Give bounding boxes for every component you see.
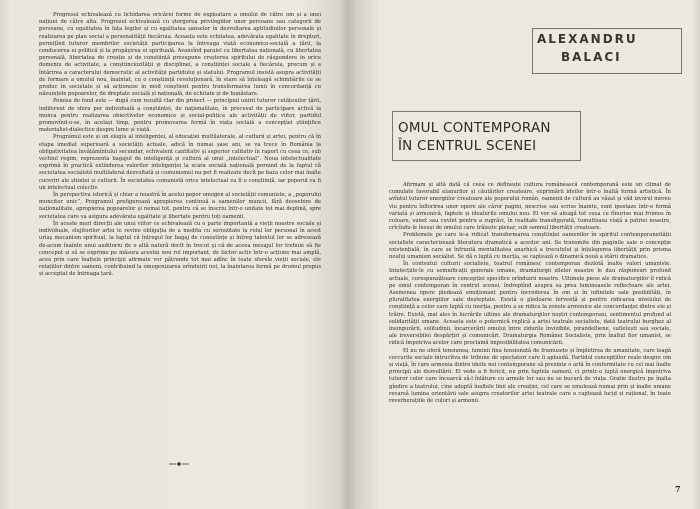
author-box (532, 28, 682, 74)
paragraph: Pemisa de fond este — după cum rezultă clar din proiect — principiul unirii tuturor cetățenilor țării, indiferent de sfera por individuală a conștiinței, de naționalitate, în procesul de participare activă la munca pentru realizarea obiectivelor economice și social-politice ale activității de viitor, partidul promovînd-o-se, în același timp, pentru promovarea fermă în viața socială a concepției științifice materialist-dialectice despre lume și viață. (39, 98, 321, 134)
paragraph: Progresul echivalează cu lichidarea oricărei forme de exploatare a omului de către om și a unei națiuni de către alta. Progresul echivalează cu ștergerea privilegiilor unor persoane sau categorii de persoane, cu egalitatea în fața legilor și cu egalitatea șanselor în dezvoltarea aptitudinilor personale și realizarea pe plan social a personalității fiecăruia. Aceasta este echitatea, adevărata egalitate în drepturi, permițînd tuturor membrilor societății participarea la întreaga viață economico-socială a țării, la conducerea ei politică și la propășirea ei spirituală. Avansînd paralel cu libertatea națională, cu libertatea personală, libertatea de creație și de conștiință presupune creșterea spiritului de răspundere în orice domeniu de activitate, a conștiinciozității și disciplinei, a conștiinței sociale a fiecăruia, precum și a întărirea a caracterului democratic al activității partidului și statului. Programul insistă asupra activității de formare a omului nou, înaintat, cu o conștiință revoluționară, în stare să înțeleagă schimbările ce se produc în societate și să acționeze în mod conștient pentru transformarea lumii în concordanță cu năzuințele popoarelor, de dreptate socială și națională, de echitate și de bunăstare. (39, 12, 321, 98)
paragraph: El nu ne oferă tensiunea, luminii fina tensionată de frumusețe și împletirea de umanitate, care leagă cercurile sociale întrucîtva de tribune de spectatori care îi aplaudă. Partidul concepțiilor reale despre om și viață, în care armonia dintre ideile noi contemporane să prezinte o artă în conformitate cu cel mai înalte principii ale dezvoltării. El vede a fi fericit, nu prin faptele oameni, ci printr-o luptă energică împotriva tuturor celor care încearcă să-l înlăture cu armele lor sau nu se bucură de viața. Gratie ilustru pe înalta gîndire a teatrului, cine adoptă înaltele linii ale creației, cel care se emulează numai prin și înalte umane revarsă lumina orientării sale asupra creatorilor artei teatrale care o captează lucid și rațional, în toate reverberațiile de culori și armonii. (389, 347, 671, 405)
paragraph: Afirmam și altă dată că ceea ce definește cultura românească contemporană este un climat de cumulate favorabil elanurilor și căutărilor creatoare, exprimării ideilor într-o înaltă formă artistică. În avîntul tuturor energiilor creatoare ale poporului român, oamenii de cultură au văzat și văd izvorul mereu viu pentru înflorirea unor opere ale căror pagini, nescrise sau scrise înainte, sunt ipostaze într-o formă variată și armonică, faptele și idealurile omului nou. El vor să aleagă tot ceea ce fînurise mai frumos în culoare, sunet sau cuvînt pentru a zugrăvi, în realitate transfigurată, tumultoasa viață a patriei noastre, crîcîndu-le însuși de omului care trăiește plenar, sub semnul libertății creatoare. (389, 182, 671, 232)
author-first-name: ALEXANDRU (537, 32, 638, 46)
page-number: 7 (675, 484, 681, 494)
paragraph: Problemele pe care le-a ridicat transformarea conștiinței oamenilor în spiritul contemporaneității socialiste caracterizează literatura dramatică a acestor ani. Se transmite din paginile sale o concepție existențială, în care se înfruntă mentalitatea anarhică a trecutului și înțelegerea libertății prin prisma noului umanism socialist. Se dă o luptă cu inerția, se captează o dinamică nouă a stării dramatice. (389, 232, 671, 261)
left-page-text (39, 12, 321, 279)
author-last-name: BALACI (561, 50, 622, 64)
paragraph: În aceste mari direcții ale unui viitor ce echivalează cu o parte importantă a vieții noastre sociale și individuale, slujitorilor artei le revine obligația de a medita cu seriozitate la rolul lor personal în acest uriaș mecanism spiritual, la faptul că întregul lor bagaj de cunoștințe și întreg talentul lor se adresează de-acum înainte unui auditoriu de o altă natură decît în trecut și că de aceea mesajul lor trebuie să fie conceput și să se exprime pe măsura acestui nou rol important, de factor activ într-o acțiune mai amplă, acea prin care înaltele principii afirmate vor pătrunde tot mai adînc în toate sferele vieții sociale, ele relațiilor dintre oameni, contribuind la omogenizarea orînduirii noi, la înaintarea fermă pe drumul propus și acceptat de întreaga țară. (39, 220, 321, 278)
right-page-text (389, 182, 671, 405)
paragraph: În perspectiva istorică și chiar a noastră în acelui popor omogen al societății comuniste, a „poporului muncitor unic”, Programul prefigurează apropierea continuă a oamenilor muncii, fără deosebire de naționalitate, apropierea popoarelor și nemai tot, pentru că se înscriu într-o unitate tot mai deplină, spre societatea care va asigura adevărata egalitate și libertate pentru toți oamenii. (39, 192, 321, 220)
article-title-line-1: OMUL CONTEMPORAN (398, 120, 551, 136)
paragraph: În contextul culturii socialiste, teatrul românesc contemporan dezlotă înalte valori umaniste. Intelecțiile-le cu semnificații generale umane, dramaturgii zilelor noastre le dau răspunsuri profund actuale, corespunzătoare concepției specifice orînduirii noastre. Ultimele piese ale dramaturgilor îl ridică pe omul contemporan în centrul scenei, îndreptînd asupra sa prea luminoasele reflectoare ale artei. Asemenea opere pledează emoționant pentru încrederea în om și în infinitele sale posibilități, în pluralitatea energiilor sale deșteptate. Există o pledoarie fervență și pentru ridicarea nivelului de conștiință a celor care luptă cu inerția, pentru a se ridica la zonele armonice ale concordanței dintre ele și trăire. Există, mai ales în lucrările ultime ale dramaturgilor noștri contemporani, sentimentul profund al solidarității umane. Aceasta este o puternică replică a artei teatrale socialiste, dată teatrului burghez al însingurării, solitudinii, încarcerării omului între zidurile învizibile, pirandelliene, sufletești sau sociale, ale ireversibilei despărțiri și comunicări. Dramaturgia Românei Socialiste, prin înaltul fior umanist, se ridică împotriva acelor care proclamă imposibilitatea comunicării. (389, 261, 671, 347)
left-page (0, 0, 349, 509)
article-title-box (392, 111, 581, 161)
ornament-divider-icon (168, 461, 190, 467)
paragraph: Programul este și un elogiu al inteligenței, al educației multilaterale, al culturii și artei, pentru că în etapa imediat superioară a societății actuale, adică în numai șase ani, se va trece în România la obligativitatea învățămîntului secundar, echivalent cantitativ și superior calitativ în raport cu ceea ce, sub vechiul regim, reprezenta bagajul de inteligență și cultură al unui „intelectual”. Noua intelectualitate exprimă în practică extinderea valorilor inteligenței la scara socială națională pornind de la faptul că societatea socialistă multilateral dezvoltată și comunismul nu pot fi realizate decît pe baza celor mai înalte cuceriri ale științei și culturii. În societatea comunistă orice intelectual va fi o conștiință, iar poporul va fi un intelectual colectiv. (39, 134, 321, 191)
article-title-line-2: ÎN CENTRUL SCENEI (398, 138, 537, 154)
